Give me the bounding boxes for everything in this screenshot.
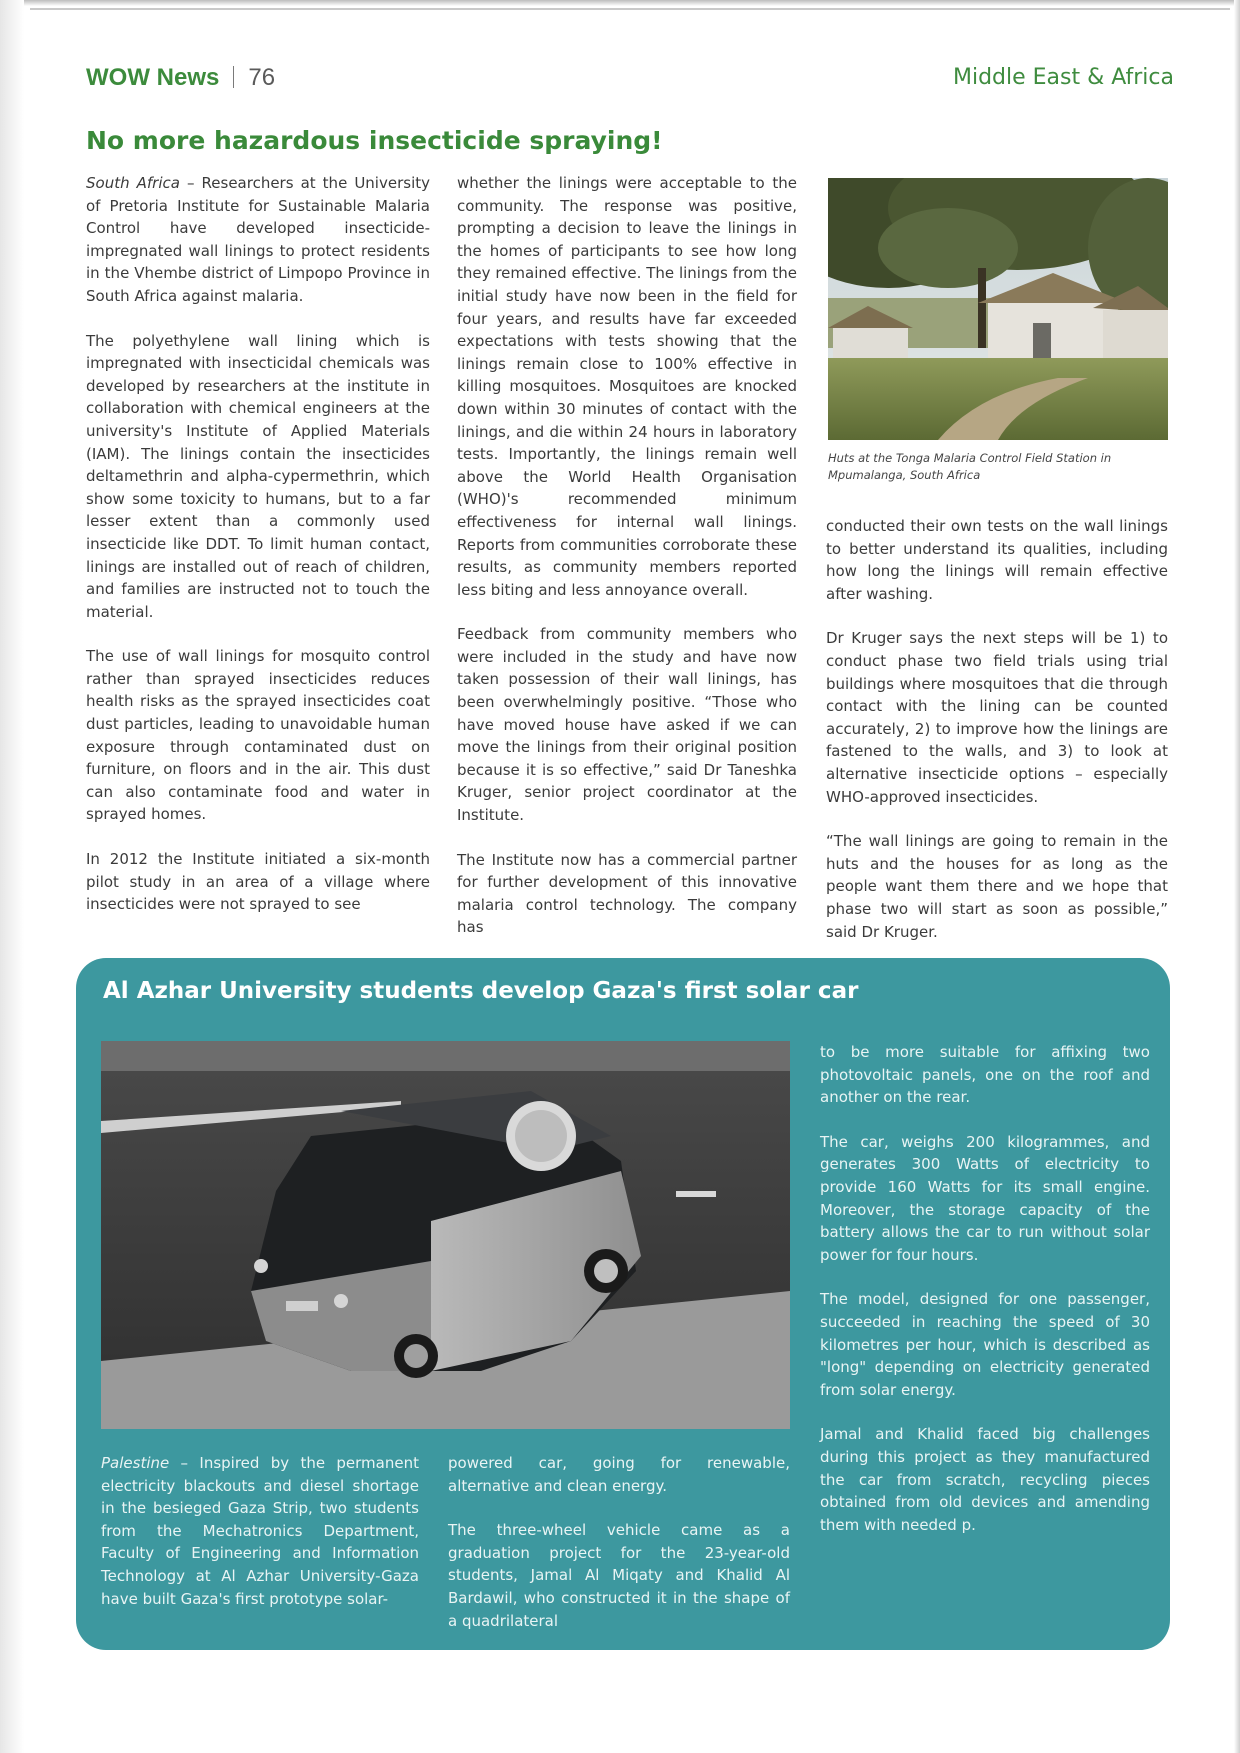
article-2-paragraph: The car, weighs 200 kilogrammes, and generates 300 Watts of electricity to provide 160 Watts for its small engine. Moreover, the storage capacity of the battery allows the car to run without solar power for four hours.: [820, 1132, 1150, 1264]
article-1-paragraph: In 2012 the Institute initiated a six-month pilot study in an area of a village where insecticides were not sprayed to see: [86, 850, 430, 914]
article-2-paragraph: The model, designed for one passenger, succeeded in reaching the speed of 30 kilometres per hour, which is described as "long" depending on electricity generated from solar energy.: [820, 1290, 1150, 1399]
article-1-paragraph: Feedback from community members who were included in the study and have now taken possession of their wall linings, has been overwhelmingly positive. “Those who have moved house have asked if we can move the linings from their original position because it is so effective,” said Dr Taneshka Kruger, senior project coordinator at the Institute.: [457, 625, 797, 825]
solar-car-photo: [101, 1041, 790, 1429]
article-1-paragraph: “The wall linings are going to remain in the huts and the houses for as long as the people want them there and we hope that phase two will start as soon as possible,” said Dr Kruger.: [826, 832, 1168, 941]
article-1-paragraph: whether the linings were acceptable to the community. The response was positive, prompting a decision to leave the linings in the homes of participants to see how long they remained effective. The linings from the initial study have now been in the field for four years, and results have far exceeded expectations with tests showing that the linings remain close to 100% effective in killing mosquitoes. Mosquitoes are knocked down within 30 minutes of contact with the linings, and die within 24 hours in laboratory tests. Importantly, the linings remain well above the World Health Organisation (WHO)'s recommended minimum effectiveness for internal wall linings. Reports from communities corroborate these results, as community members reported less biting and less annoyance overall.: [457, 174, 797, 599]
article-1-dateline: South Africa: [86, 174, 180, 192]
scan-edge-top: [0, 0, 1240, 6]
section-name: Middle East & Africa: [952, 65, 1174, 90]
article-2-dateline: Palestine: [101, 1454, 170, 1472]
article-1-column-1: [86, 172, 430, 938]
article-1-paragraph: conducted their own tests on the wall linings to better understand its qualities, including how long the linings will remain effective after washing.: [826, 517, 1168, 603]
article-1-title: No more hazardous insecticide spraying!: [86, 126, 663, 155]
article-2-paragraph: powered car, going for renewable, alternative and clean energy.: [448, 1454, 790, 1495]
article-1-paragraph: South Africa – Researchers at the University of Pretoria Institute for Sustainable Malaria Control have developed insecticide-impregnated wall linings to protect residents in the Vhembe district of Limpopo Province in South Africa against malaria.: [86, 174, 430, 305]
article-2-paragraph: The three-wheel vehicle came as a graduation project for the 23-year-old students, Jamal Al Miqaty and Khalid Al Bardawil, who constructed it in the shape of a quadrilateral: [448, 1521, 790, 1630]
article-2-paragraph: Palestine – Inspired by the permanent electricity blackouts and diesel shortage in the besieged Gaza Strip, two students from the Mechatronics Department, Faculty of Engineering and Information Technology at Al Azhar University-Gaza have built Gaza's first prototype solar-: [101, 1454, 419, 1608]
scan-edge-right: [1234, 0, 1240, 1753]
page-header-left: [86, 64, 275, 92]
article-2-column-3: [820, 1041, 1150, 1558]
article-2-paragraph: Jamal and Khalid faced big challenges during this project as they manufactured the car from scratch, recycling pieces obtained from old devices and amending them with needed p.: [820, 1425, 1150, 1534]
article-1-paragraph: The use of wall linings for mosquito control rather than sprayed insecticides reduces health risks as the sprayed insecticides coat dust particles, leading to unavoidable human exposure through contaminated dust on furniture, on floors and in the air. This dust can also contaminate food and water in sprayed homes.: [86, 647, 430, 824]
huts-photo-caption: Huts at the Tonga Malaria Control Field Station in Mpumalanga, South Africa: [828, 451, 1112, 482]
article-2-title: Al Azhar University students develop Gaza's first solar car: [103, 978, 859, 1004]
article-1-paragraph: Dr Kruger says the next steps will be 1) to conduct phase two field trials using trial buildings where mosquitoes that die through contact with the lining can be counted accurately, 2) to improve how the linings are fastened to the walls, and 3) to look at alternative insecticide options – especially WHO-approved insecticides.: [826, 629, 1168, 806]
header-divider: [233, 66, 234, 88]
scan-edge-left: [0, 0, 24, 1753]
article-2-column-2: [448, 1452, 790, 1654]
article-2-paragraph: to be more suitable for affixing two photovoltaic panels, one on the roof and another on the rear.: [820, 1043, 1150, 1107]
article-1-paragraph: The Institute now has a commercial partner for further development of this innovative malaria control technology. The company has: [457, 850, 797, 937]
scan-line: [30, 8, 1230, 10]
article-2-column-1: [101, 1452, 419, 1632]
article-1-paragraph: The polyethylene wall lining which is impregnated with insecticidal chemicals was developed by researchers at the institute in collaboration with chemical engineers at the university's Institute of Applied Materials (IAM). The linings contain the insecticides deltamethrin and alpha-cypermethrin, which show some toxicity to humans, but to a far lesser extent than a commonly used insecticide like DDT. To limit human contact, linings are installed out of reach of children, and families are instructed not to touch the material.: [86, 331, 430, 621]
magazine-name: WOW News: [86, 64, 220, 91]
page-number: 76: [248, 64, 276, 91]
article-1-column-2: [457, 172, 797, 961]
article-1-column-3: [826, 515, 1168, 965]
huts-photo: [828, 178, 1168, 440]
